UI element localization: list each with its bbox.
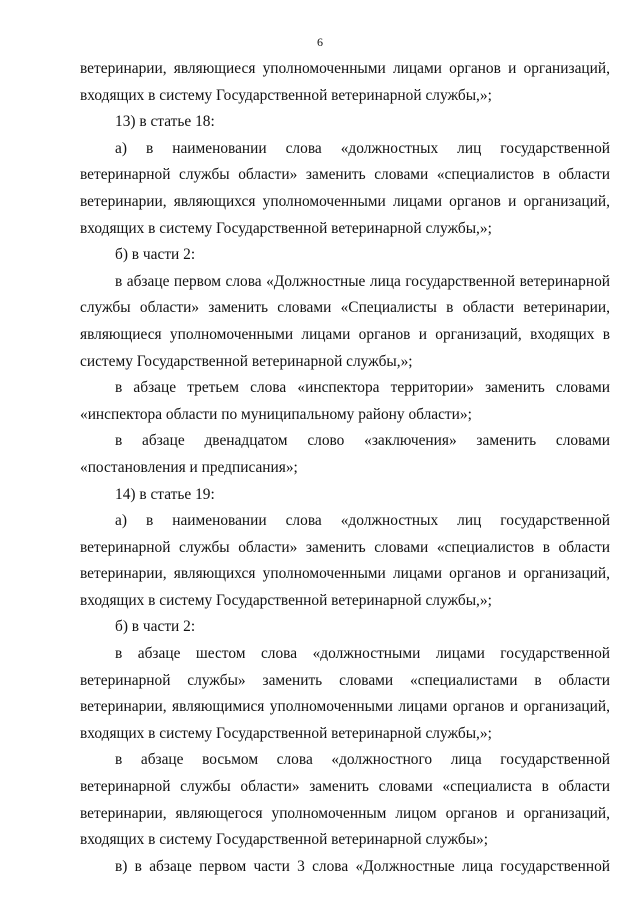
paragraph-14a: а) в наименовании слова «должностных лиц государственной ветеринарной службы области» заменить словами «специалистов в области ветеринарии, являющихся уполномоченными лицами органов и организаций, входящих в систему Государственной ветеринарной службы,»; (80, 512, 610, 609)
paragraph-13b-abzac-3: в абзаце третьем слова «инспектора территории» заменить словами «инспектора области по муниципальному району области»; (80, 379, 610, 423)
paragraph-14b-abzac-8: в абзаце восьмом слова «должностного лица государственной ветеринарной службы области» заменить словами «специалиста в области ветеринарии, являющегося уполномоченным лицом органов и организаций, входящих в систему Государственной ветеринарной службы»; (80, 751, 610, 849)
paragraph-14b: б) в части 2: (115, 618, 196, 636)
paragraph-item-13: 13) в статье 18: (115, 113, 215, 131)
paragraph-14v: в) в абзаце первом части 3 слова «Должностные лица государственной (115, 857, 610, 875)
document-body (80, 56, 610, 880)
paragraph-13a: а) в наименовании слова «должностных лиц государственной ветеринарной службы области» заменить словами «специалистов в области ветеринарии, являющихся уполномоченными лицами органов и организаций, входящих в систему Государственной ветеринарной службы,»; (80, 139, 610, 237)
page-number: 6 (317, 35, 323, 49)
paragraph-13b-abzac-1: в абзаце первом слова «Должностные лица государственной ветеринарной службы области» заменить словами «Специалисты в области ветеринарии, являющиеся уполномоченными лицами органов и организаций, входящих в систему Государственной ветеринарной службы,»; (80, 272, 610, 370)
paragraph-13b: б) в части 2: (115, 246, 196, 264)
paragraph-item-14: 14) в статье 19: (115, 485, 215, 503)
paragraph-13b-abzac-12: в абзаце двенадцатом слово «заключения» заменить словами «постановления и предписания»; (80, 432, 610, 476)
paragraph-continuation: ветеринарии, являющиеся уполномоченными лицами органов и организаций, входящих в систему Государственной ветеринарной службы,»; (80, 60, 610, 104)
paragraph-14b-abzac-6: в абзаце шестом слова «должностными лицами государственной ветеринарной службы» заменить словами «специалистами в области ветеринарии, являющимися уполномоченными лицами органов и организаций, входящих в систему Государственной ветеринарной службы,»; (80, 645, 610, 742)
